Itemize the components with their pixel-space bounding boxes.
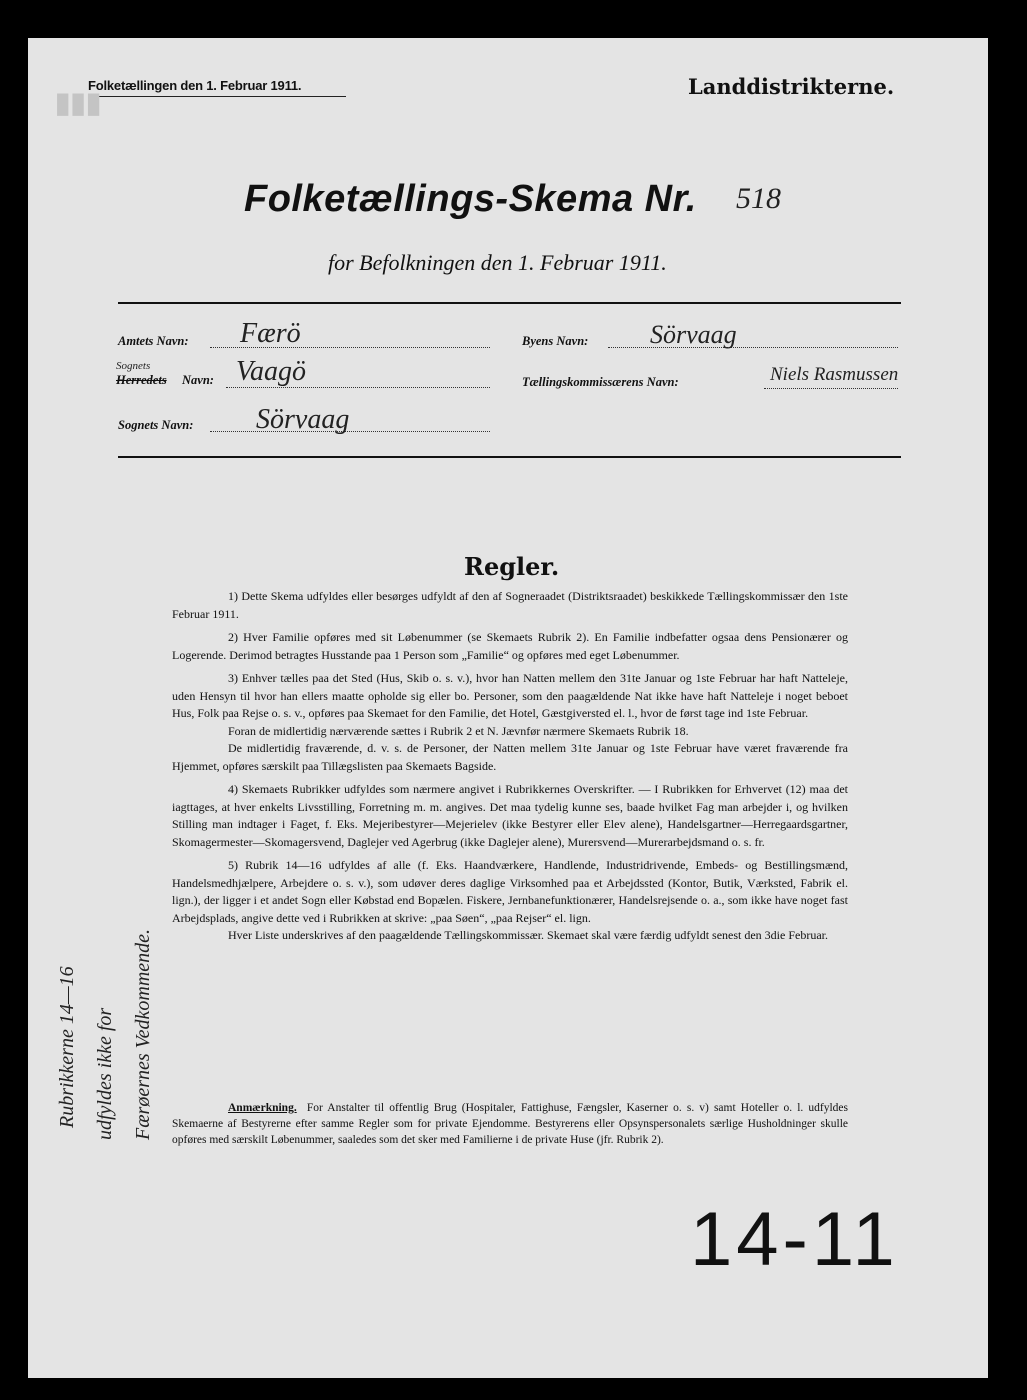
remark-text: For Anstalter til offentlig Brug (Hospitaler, Fattighuse, Fængsler, Kaserner o. s. v) samt Hoteller o. l. udfyldes Skemaerne af Bestyrerne efter samme Regler som for private Ejendomme. Bestyrerens eller Opsynspersonalets særlige Husholdninger skulle opføres med særskilt Løbenummer, saaledes som det sker med Familierne i de private Huse (jfr. Rubrik 2). [172,1102,848,1146]
archive-number-handwritten: 14-11 [690,1197,899,1282]
bleed-through-mark: ▮▮▮ [55,88,102,119]
remark-label: Anmærkning. [228,1102,297,1114]
herred-label-prefix: Sognets [116,360,151,372]
by-value: Sörvaag [650,320,737,349]
form-subtitle: for Befolkningen den 1. Februar 1911. [328,250,667,275]
sogn-value: Sörvaag [256,404,350,435]
rule-2: 2) Hver Familie opføres med sit Løbenummer (se Skemaets Rubrik 2). En Familie indbefatter ogsaa dens Pensionærer og Logerende. Derimod betragtes Husstande paa 1 Person som „Familie“ og opføres med eget Løbenummer. [172,630,848,662]
margin-note-line1: Rubrikkerne 14—16 [56,966,78,1128]
sogn-line [210,431,490,432]
remark-paragraph [172,1100,848,1148]
by-label: Byens Navn: [522,334,589,348]
rule-3: 3) Enhver tælles paa det Sted (Hus, Skib o. s. v.), hvor han Natten mellem den 31te Januar og 1ste Februar har haft Natteleje, uden Hensyn til hvor han ellers maatte opholde sig eller bo. Personer, som den paagældende Nat ikke have haft Natteleje i noget beboet Hus, Folk paa Rejse o. s. v., opføres paa Skemaet for den Familie, det Hotel, Gæstgiversted el. l., hvor de først tage ind 1ste Februar. [172,671,848,720]
amt-value: Færö [240,318,301,349]
herred-label-struck: Herredets [116,373,167,387]
margin-note-line3: Færøernes Vedkommende. [132,928,154,1140]
divider-bottom [118,456,901,458]
herred-label: Navn: [182,373,214,387]
rule-3-note-present: Foran de midlertidig nærværende sættes i Rubrik 2 et N. Jævnfør nærmere Skemaets Rubrik 18. [228,723,689,738]
form-title: Folketællings-Skema Nr. [244,178,697,220]
rule-1: 1) Dette Skema udfyldes eller besørges udfyldt af den af Sogneraadet (Distriktsraadet) beskikkede Tællingskommissær den 1ste Februar 1911. [172,589,848,621]
header-underline [88,96,346,97]
rule-4: 4) Skemaets Rubrikker udfyldes som nærmere angivet i Rubrikkernes Overskrifter. — I Rubrikken for Erhvervet (12) maa det iagttages, at hver enkelts Livsstilling, Forretning m. m. angives. Det maa tydelig kunne ses, baade hvilket Fag man arbejder i, og hvilken Stilling man indtager i Faget, f. Eks. Mejeribestyrer—Mejerielev (ikke Bestyrer eller Elev alene), Handelsgartner—Herregaardsgartner, Skomagermester—Skomagersvend, Daglejer ved Agerbrug (ikke Daglejer alene), Murersvend—Murerarbejdsmand o. s. fr. [172,782,848,849]
amt-label: Amtets Navn: [118,334,189,348]
header-district-type: Landdistrikterne. [688,74,895,99]
herred-value: Vaagö [236,356,306,387]
kommissaer-line [764,388,898,389]
rules-body [172,588,848,951]
rule-signature: Hver Liste underskrives af den paagældende Tællingskommissær. Skemaet skal være færdig udfyldt senest den 3die Februar. [228,928,828,942]
remark [172,1100,848,1148]
sogn-label: Sognets Navn: [118,418,194,432]
rules-heading: Regler. [464,552,560,581]
form-number-handwritten: 518 [736,182,781,215]
header-census-date: Folketællingen den 1. Februar 1911. [88,78,302,93]
margin-note-line2: udfyldes ikke for [94,1007,116,1140]
kommissaer-label: Tællingskommissærens Navn: [522,375,679,389]
divider-top [118,302,901,304]
kommissaer-value: Niels Rasmussen [770,364,899,385]
rule-5: 5) Rubrik 14—16 udfyldes af alle (f. Eks. Haandværkere, Handlende, Industridrivende, Embeds- og Bestillingsmænd, Handelsmedhjælpere, Arbejdere o. s. v.), som udøver deres daglige Virksomhed paa et Arbejdssted (Kontor, Butik, Værksted, Fabrik el. lign.), der ligger i et andet Sogn eller Købstad end Bopælen. Fiskere, Jernbanefunktionærer, Handelsrejsende o. a., som ikke have noget fast Arbejdsplads, angive dette ved i Rubrikken at skrive: „paa Søen“, „paa Rejser“ el. lign. [172,858,848,925]
rule-3-note-absent: De midlertidig fraværende, d. v. s. de Personer, der Natten mellem 31te Januar og 1ste Februar have været fraværende fra Hjemmet, opføres særskilt paa Tillægslisten paa Skemaets Bagside. [172,741,848,773]
